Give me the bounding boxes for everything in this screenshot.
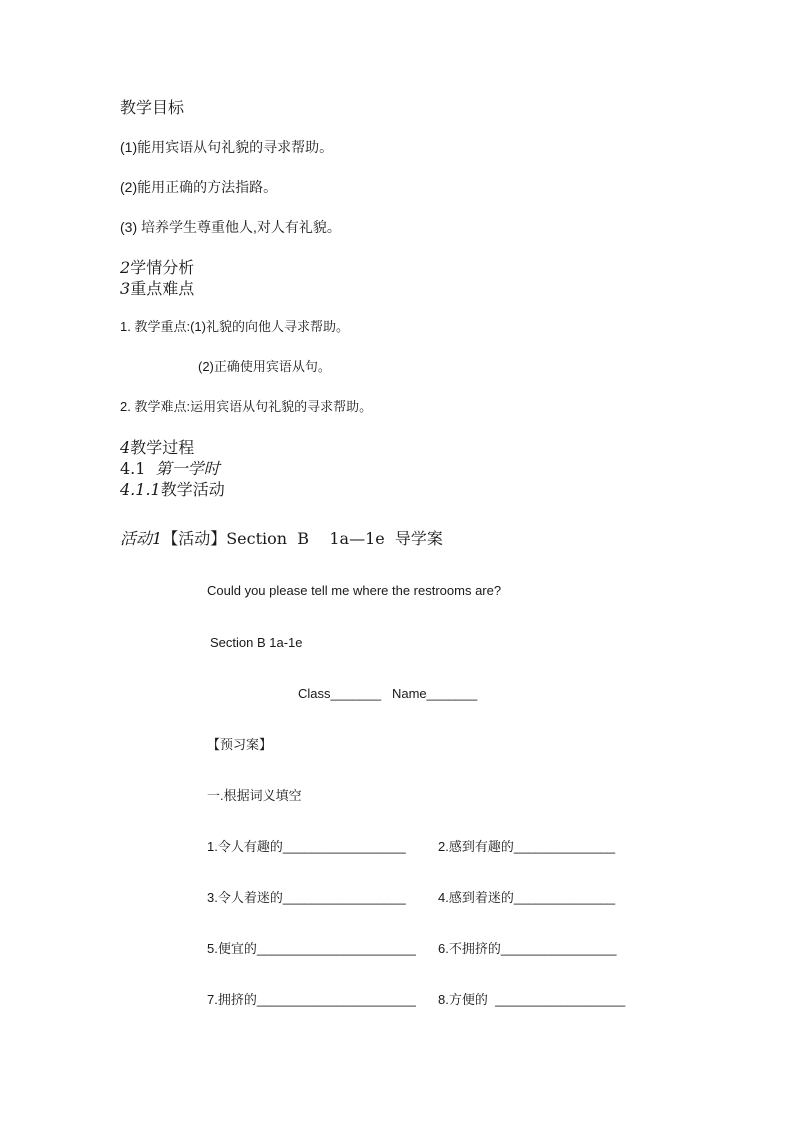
worksheet-question: Could you please tell me where the restrooms are? [207,583,502,598]
activities-heading [120,482,225,498]
section-number: 4 [120,438,131,457]
lesson-heading [120,461,220,477]
blank-item: 5.便宜的______________________ [207,941,416,956]
section-number: 4.1 [120,459,146,478]
section-label: 教学过程 [130,438,195,457]
activity-number: 活动1 [120,529,163,548]
teaching-focus-1: 1. 教学重点:(1)礼貌的向他人寻求帮助。 [120,319,349,334]
objective-item: (2)能用正确的方法指路。 [120,179,278,195]
blank-item: 7.拥挤的______________________ [207,992,416,1007]
activity-title: Section B 1a—1e 导学案 [226,529,443,548]
activity-tag: 【活动】 [162,529,227,548]
blank-item: 6.不拥挤的________________ [438,941,617,956]
teaching-focus-2: (2)正确使用宾语从句。 [198,359,331,374]
blank-item: 3.令人着迷的_________________ [207,890,406,905]
blank-item: 4.感到着迷的______________ [438,890,616,905]
blank-item: 2.感到有趣的______________ [438,839,616,854]
class-name-line: Class_______ Name_______ [298,686,478,701]
section-number: 4.1.1 [120,480,161,499]
part-one-heading: 一.根据词义填空 [207,788,302,803]
preview-heading: 【预习案】 [207,737,273,752]
blank-item: 8.方便的 __________________ [438,992,626,1007]
section-label: 教学活动 [160,480,225,499]
objective-item: (3) 培养学生尊重他人,对人有礼貌。 [120,219,341,235]
worksheet-section: Section B 1a-1e [210,635,303,650]
blank-item: 1.令人有趣的_________________ [207,839,406,854]
section-label: 第一学时 [155,459,220,478]
activity-heading [120,531,443,547]
process-heading [120,440,194,456]
section-number: 2 [120,258,131,277]
teaching-difficulty: 2. 教学难点:运用宾语从句礼貌的寻求帮助。 [120,399,373,414]
section-number: 3 [120,279,131,298]
section-label: 重点难点 [130,279,195,298]
section-label: 学情分析 [130,258,195,277]
objectives-heading: 教学目标 [120,98,185,117]
objective-item: (1)能用宾语从句礼貌的寻求帮助。 [120,139,334,155]
keypoints-heading [120,281,194,297]
analysis-heading [120,260,194,276]
